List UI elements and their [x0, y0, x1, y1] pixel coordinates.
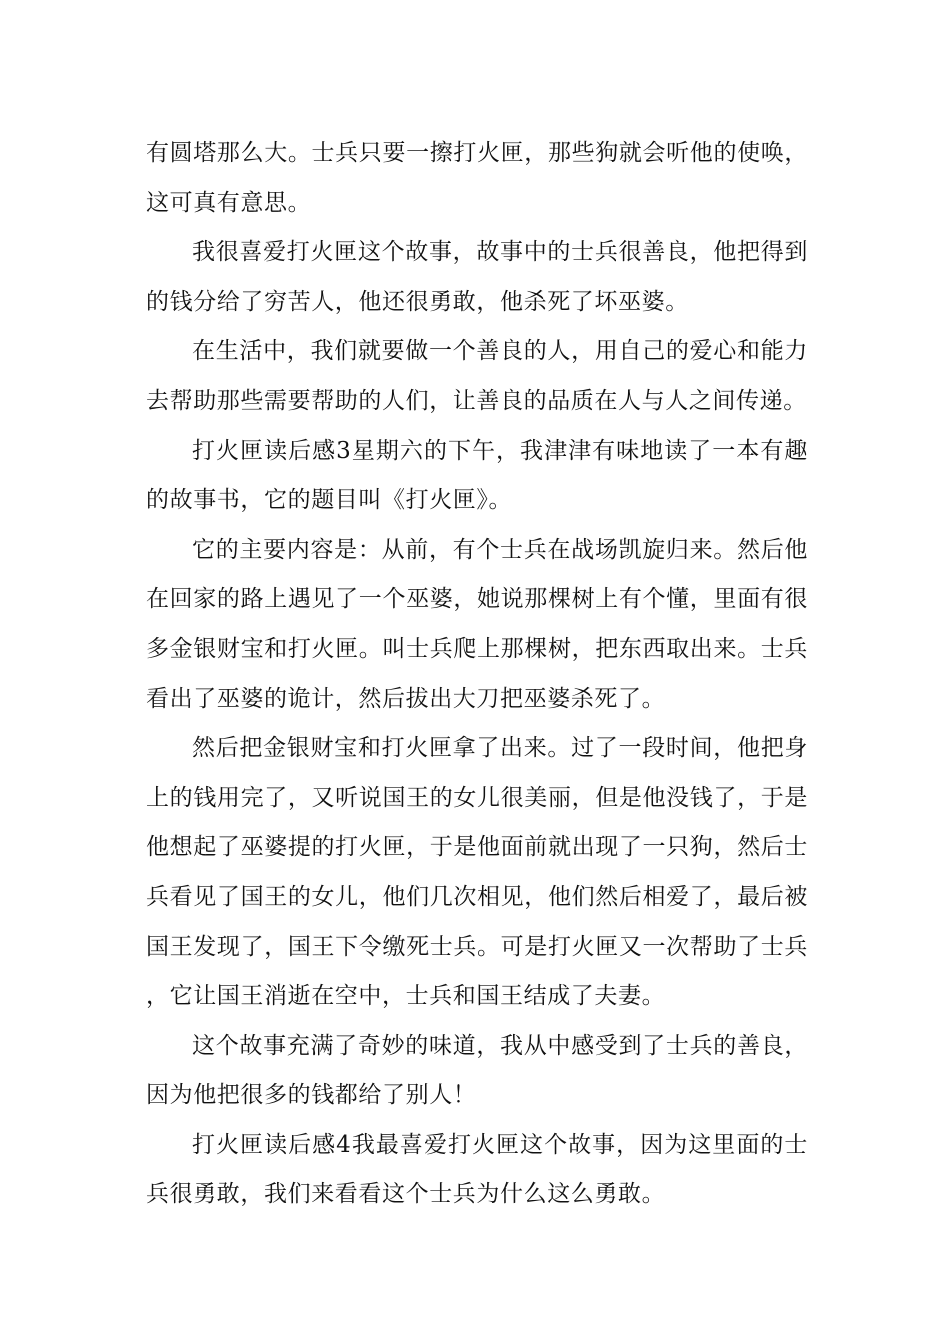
paragraph-8: 打火匣读后感4我最喜爱打火匣这个故事，因为这里面的士兵很勇敢，我们来看看这个士兵为什么这么勇敢。 [146, 1131, 808, 1208]
paragraph-5: 它的主要内容是：从前，有个士兵在战场凯旋归来。然后他在回家的路上遇见了一个巫婆，她说那棵树上有个懂，里面有很多金银财宝和打火匣。叫士兵爬上那棵树，把东西取出来。士兵看出了巫婆的诡计，然后拔出大刀把巫婆杀死了。 [146, 536, 808, 712]
paragraph-6: 然后把金银财宝和打火匣拿了出来。过了一段时间，他把身上的钱用完了，又听说国王的女儿很美丽，但是他没钱了，于是他想起了巫婆提的打火匣，于是他面前就出现了一只狗，然后士兵看见了国王的女儿，他们几次相见，他们然后相爱了，最后被国王发现了，国王下令缴死士兵。可是打火匣又一次帮助了士兵，它让国王消逝在空中，士兵和国王结成了夫妻。 [146, 735, 808, 1010]
document-page [146, 129, 808, 1220]
paragraph-7: 这个故事充满了奇妙的味道，我从中感受到了士兵的善良，因为他把很多的钱都给了别人！ [146, 1032, 808, 1109]
paragraph-4: 打火匣读后感3星期六的下午，我津津有味地读了一本有趣的故事书，它的题目叫《打火匣》。 [146, 437, 808, 514]
paragraph-3: 在生活中，我们就要做一个善良的人，用自己的爱心和能力去帮助那些需要帮助的人们，让善良的品质在人与人之间传递。 [146, 338, 808, 414]
paragraph-1: 有圆塔那么大。士兵只要一擦打火匣，那些狗就会听他的使唤，这可真有意思。 [146, 140, 808, 216]
paragraph-2: 我很喜爱打火匣这个故事，故事中的士兵很善良，他把得到的钱分给了穷苦人，他还很勇敢，他杀死了坏巫婆。 [146, 239, 808, 315]
